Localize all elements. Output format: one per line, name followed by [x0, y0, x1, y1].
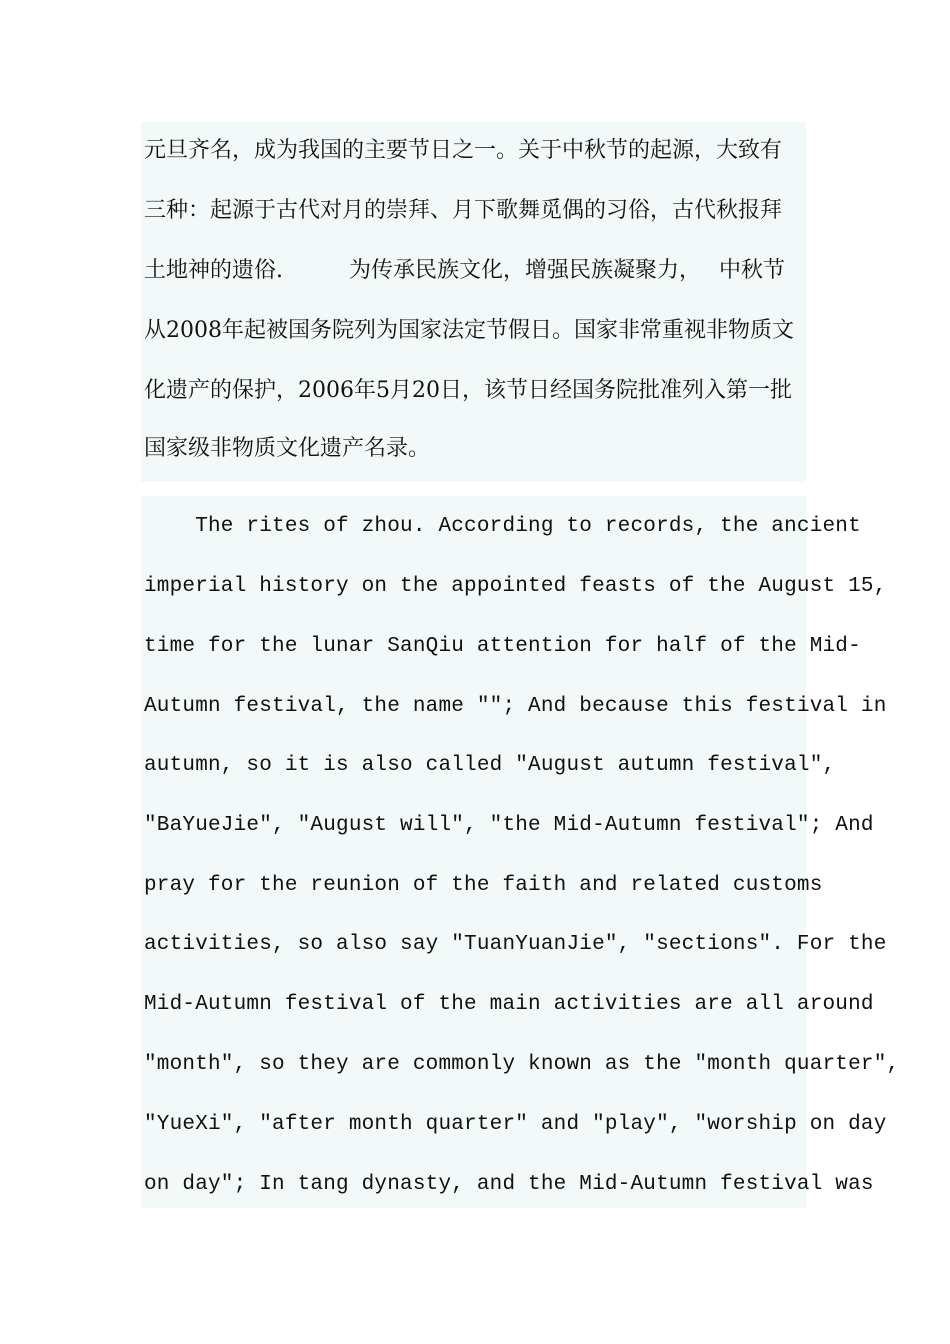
chinese-paragraph: [141, 122, 806, 482]
english-line: time for the lunar SanQiu attention for half of the Mid-: [144, 635, 861, 658]
english-line: autumn, so it is also called "August autumn festival",: [144, 754, 836, 777]
english-paragraph: [141, 496, 900, 1208]
english-line: activities, so also say "TuanYuanJie", "sections". For the: [144, 933, 887, 956]
chinese-line: 化遗产的保护，2006年5月20日，该节日经国务院批准列入第一批: [144, 378, 792, 403]
chinese-line: 国家级非物质文化遗产名录。: [144, 436, 431, 461]
english-line: "BaYueJie", "August will", "the Mid-Autumn festival"; And: [144, 814, 874, 837]
chinese-line: 三种：起源于古代对月的崇拜、月下歌舞觅偶的习俗，古代秋报拜: [144, 198, 783, 223]
english-line: The rites of zhou. According to records, the ancient: [144, 515, 861, 538]
chinese-line: 从2008年起被国务院列为国家法定节假日。国家非常重视非物质文: [144, 318, 794, 343]
english-line: on day"; In tang dynasty, and the Mid-Autumn festival was: [144, 1173, 874, 1196]
english-line: "YueXi", "after month quarter" and "play", "worship on day: [144, 1113, 887, 1136]
english-line: Mid-Autumn festival of the main activities are all around: [144, 993, 874, 1016]
english-line: imperial history on the appointed feasts of the August 15,: [144, 575, 887, 598]
chinese-line: 元旦齐名，成为我国的主要节日之一。关于中秋节的起源，大致有: [144, 138, 783, 163]
english-line: Autumn festival, the name ""; And because this festival in: [144, 695, 887, 718]
english-line: "month", so they are commonly known as the "month quarter",: [144, 1053, 900, 1076]
chinese-line: 土地神的遗俗. 为传承民族文化，增强民族凝聚力， 中秋节: [144, 258, 785, 283]
english-line: pray for the reunion of the faith and related customs: [144, 874, 823, 897]
